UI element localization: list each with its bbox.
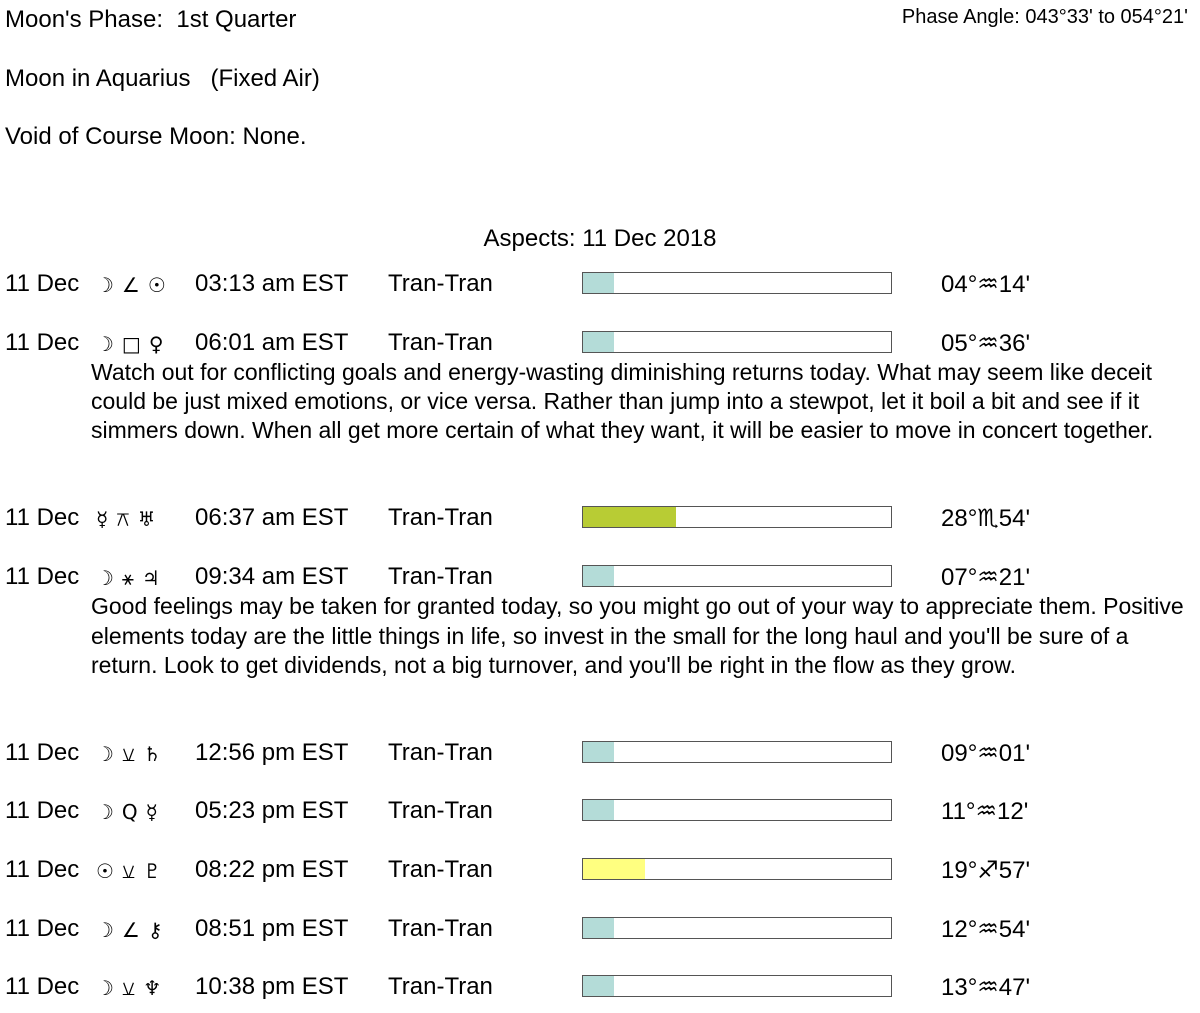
strength-bar-fill	[583, 273, 614, 293]
aspect-time: 12:56 pm EST	[195, 738, 349, 766]
strength-bar-fill	[583, 332, 614, 352]
aspect-position: 13°♒47'	[941, 974, 1031, 1002]
aspect-row	[0, 329, 1200, 359]
aspect-type: Tran-Tran	[388, 563, 493, 590]
aspect-type: Tran-Tran	[388, 270, 493, 297]
moon-phase-label: Moon's Phase:	[5, 6, 164, 33]
strength-bar	[582, 799, 892, 821]
strength-bar-fill	[583, 918, 614, 938]
moon-sign-quality: (Fixed Air)	[210, 65, 320, 92]
strength-bar	[582, 565, 892, 587]
aspect-type: Tran-Tran	[388, 738, 493, 766]
strength-bar	[582, 975, 892, 997]
aspect-time: 08:51 pm EST	[195, 914, 349, 942]
aspect-row	[0, 504, 1200, 534]
aspect-time: 06:37 am EST	[195, 504, 349, 532]
aspect-position: 28°♏54'	[941, 505, 1031, 533]
aspect-type: Tran-Tran	[388, 504, 493, 532]
void-of-course: Void of Course Moon: None.	[5, 123, 307, 150]
aspect-glyphs: ☽Q☿	[96, 800, 166, 825]
moon-sign-line	[5, 65, 320, 93]
aspect-type: Tran-Tran	[388, 797, 493, 825]
aspect-row	[0, 856, 1200, 886]
moon-sign: Moon in Aquarius	[5, 65, 191, 92]
aspect-position: 12°♒54'	[941, 915, 1031, 943]
aspect-time: 06:01 am EST	[195, 328, 349, 356]
aspect-date: 11 Dec	[5, 504, 80, 532]
aspect-date: 11 Dec	[5, 563, 80, 590]
aspect-time: 10:38 pm EST	[195, 973, 349, 1001]
aspect-position: 07°♒21'	[941, 564, 1031, 591]
strength-bar	[582, 858, 892, 880]
aspect-row	[0, 915, 1200, 945]
aspect-type: Tran-Tran	[388, 973, 493, 1001]
aspect-time: 05:23 pm EST	[195, 797, 349, 825]
aspect-date: 11 Dec	[5, 328, 80, 356]
aspect-row	[0, 563, 1200, 593]
aspect-date: 11 Dec	[5, 973, 80, 1001]
aspect-glyphs: ☽⚺♄	[96, 741, 170, 766]
strength-bar	[582, 506, 892, 528]
aspect-date: 11 Dec	[5, 738, 80, 766]
aspect-time: 09:34 am EST	[195, 563, 349, 590]
aspect-row	[0, 797, 1200, 827]
moon-phase-value: 1st Quarter	[176, 6, 297, 33]
strength-bar	[582, 331, 892, 353]
aspect-position: 09°♒01'	[941, 739, 1031, 767]
aspect-description: Watch out for conflicting goals and energy-wasting diminishing returns today. What may seem like deceit could be just mixed emotions, or vice versa. Rather than jump into a stewpot, let it boil a bit and see if it simmers down. When all get more certain of what they want, it will be easier to move in concert together.	[91, 358, 1154, 444]
strength-bar-fill	[583, 800, 614, 820]
aspect-position: 11°♒12'	[941, 798, 1029, 826]
aspect-glyphs: ☽⚺♆	[96, 976, 170, 1001]
aspect-position: 19°♐57'	[941, 857, 1031, 884]
aspect-glyphs: ☽∠☉	[96, 273, 174, 297]
aspect-date: 11 Dec	[5, 914, 80, 942]
phase-angle: Phase Angle: 043°33' to 054°21'	[901, 6, 1188, 28]
strength-bar	[582, 272, 892, 294]
moon-phase-line	[5, 6, 296, 34]
aspect-glyphs: ☽⚹♃	[96, 566, 168, 590]
aspect-row	[0, 270, 1200, 300]
aspect-date: 11 Dec	[5, 270, 80, 297]
aspect-type: Tran-Tran	[388, 856, 493, 883]
aspect-glyphs: ☉⚺♇	[96, 859, 170, 883]
aspect-date: 11 Dec	[5, 856, 80, 883]
aspect-time: 03:13 am EST	[195, 270, 349, 297]
aspect-description: Good feelings may be taken for granted today, so you might go out of your way to appreciate them. Positive elements today are the little things in life, so invest in the small for the long haul and you'll be sure of a return. Look to get dividends, not a big turnover, and you'll be right in the flow as they grow.	[91, 593, 1184, 678]
aspect-position: 04°♒14'	[941, 271, 1031, 298]
aspects-title: Aspects: 11 Dec 2018	[483, 225, 717, 252]
aspect-type: Tran-Tran	[388, 914, 493, 942]
aspect-type: Tran-Tran	[388, 328, 493, 356]
aspect-time: 08:22 pm EST	[195, 856, 349, 883]
strength-bar-fill	[583, 507, 676, 527]
strength-bar-fill	[583, 859, 645, 879]
aspect-date: 11 Dec	[5, 797, 80, 825]
aspect-glyphs: ☽□♀	[96, 331, 172, 356]
strength-bar-fill	[583, 742, 614, 762]
strength-bar-fill	[583, 976, 614, 996]
strength-bar	[582, 917, 892, 939]
aspect-glyphs: ☽∠⚷	[96, 917, 171, 942]
strength-bar	[582, 741, 892, 763]
aspect-glyphs: ☿⚻♅	[96, 507, 164, 532]
aspect-position: 05°♒36'	[941, 329, 1031, 357]
aspect-row	[0, 973, 1200, 1003]
strength-bar-fill	[583, 566, 614, 586]
aspect-row	[0, 739, 1200, 769]
